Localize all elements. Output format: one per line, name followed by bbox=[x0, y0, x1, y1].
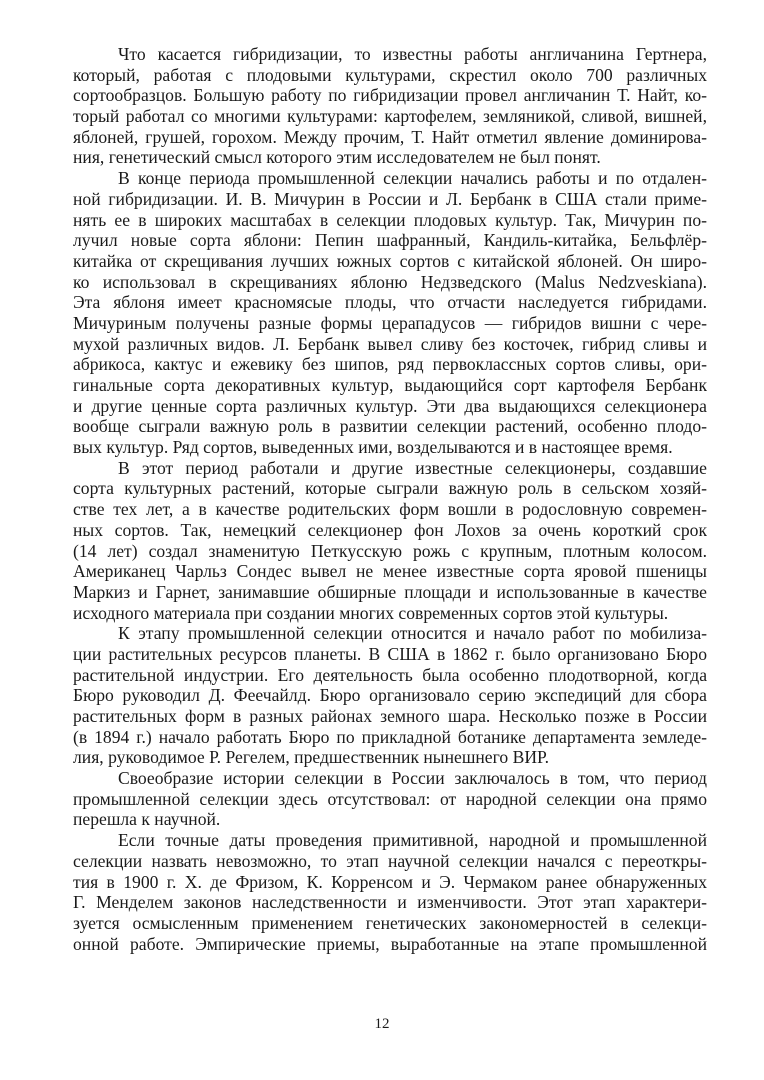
text-line: Мичуриным получены разные формы церападусов — гибридов вишни с чере- bbox=[73, 312, 707, 333]
text-line: абрикоса, кактус и ежевику без шипов, ряд первоклассных сортов сливы, ори- bbox=[73, 354, 707, 375]
text-line: К этапу промышленной селекции относится и начало работ по мобилиза- bbox=[118, 623, 707, 644]
text-line: промышленной селекции здесь отсутствовал: от народной селекции она прямо bbox=[73, 788, 707, 809]
text-line: В этот период работали и другие известные селекционеры, создавшие bbox=[118, 457, 707, 478]
paragraph bbox=[73, 623, 707, 768]
text-line: селекции назвать невозможно, то этап научной селекции начался с переоткры- bbox=[73, 850, 707, 871]
text-line: стве тех лет, а в качестве родительских форм вошли в родословную современ- bbox=[73, 499, 707, 520]
text-line: Г. Менделем законов наследственности и изменчивости. Этот этап характери- bbox=[73, 892, 707, 913]
text-line: ных сортов. Так, немецкий селекционер фон Лохов за очень короткий срок bbox=[73, 519, 707, 540]
text-line: (в 1894 г.) начало работать Бюро по прикладной ботанике департамента земледе- bbox=[73, 726, 707, 747]
text-line: Если точные даты проведения примитивной, народной и промышленной bbox=[118, 830, 707, 851]
text-line: и другие ценные сорта различных культур. Эти два выдающихся селекционера bbox=[73, 395, 707, 416]
text-line: Своеобразие истории селекции в России заключалось в том, что период bbox=[118, 768, 707, 789]
paragraph bbox=[73, 168, 707, 458]
paragraph bbox=[73, 830, 707, 954]
paragraph bbox=[73, 458, 707, 624]
text-line: ции растительных ресурсов планеты. В США в 1862 г. было организовано Бюро bbox=[73, 643, 707, 664]
page-body bbox=[73, 44, 707, 954]
text-line: яблоней, грушей, горохом. Между прочим, Т. Найт отметил явление доминирова- bbox=[73, 126, 707, 147]
text-line: ной гибридизации. И. В. Мичурин в России и Л. Бербанк в США стали приме- bbox=[73, 188, 707, 209]
text-line: Бюро руководил Д. Феечайлд. Бюро организовало серию экспедиций для сбора bbox=[73, 685, 707, 706]
text-line: торый работал со многими культурами: картофелем, земляникой, сливой, вишней, bbox=[73, 106, 707, 127]
text-line: вых культур. Ряд сортов, выведенных ими, возделываются и в настоящее время. bbox=[73, 437, 673, 458]
text-line: В конце периода промышленной селекции начались работы и по отдален- bbox=[118, 168, 707, 189]
text-line: гинальные сорта декоративных культур, выдающийся сорт картофеля Бербанк bbox=[73, 375, 707, 395]
text-line: перешла к научной. bbox=[73, 809, 221, 830]
paragraph bbox=[73, 768, 707, 830]
text-line: сорта культурных растений, которые сыграли важную роль в сельском хозяй- bbox=[73, 478, 707, 499]
paragraph bbox=[73, 44, 707, 168]
text-line: (14 лет) создал знаменитую Петкусскую рожь с крупным, плотным колосом. bbox=[73, 540, 707, 561]
text-line: вообще сыграли важную роль в развитии селекции растений, особенно плодо- bbox=[73, 416, 707, 437]
text-line: Что касается гибридизации, то известны работы англичанина Гертнера, bbox=[118, 44, 707, 64]
text-line: нять ее в широких масштабах в селекции плодовых культур. Так, Мичурин по- bbox=[73, 209, 707, 230]
text-line: зуется осмысленным применением генетических закономерностей в селекци- bbox=[73, 912, 707, 933]
text-line: Эта яблоня имеет красномясые плоды, что отчасти наследуется гибридами. bbox=[73, 292, 707, 313]
text-line: китайка от скрещивания лучших южных сортов с китайской яблоней. Он широ- bbox=[73, 250, 707, 271]
text-line: растительных форм в разных районах земного шара. Несколько позже в России bbox=[73, 706, 707, 726]
text-line: сортообразцов. Большую работу по гибридизации провел англичанин Т. Найт, ко- bbox=[73, 85, 707, 106]
text-line: исходного материала при создании многих современных сортов этой культуры. bbox=[73, 602, 669, 623]
text-line: мухой различных видов. Л. Бербанк вывел сливу без косточек, гибрид сливы и bbox=[73, 333, 707, 354]
text-line: лия, руководимое Р. Регелем, предшественник нынешнего ВИР. bbox=[73, 747, 550, 768]
text-line: который, работая с плодовыми культурами, скрестил около 700 различных bbox=[73, 64, 707, 85]
page-number: 12 bbox=[374, 1016, 390, 1032]
text-line: ко использовал в скрещиваниях яблоню Недзведского (Malus Nedzveskiana). bbox=[73, 271, 707, 292]
text-line: тия в 1900 г. Х. де Фризом, К. Корренсом и Э. Чермаком ранее обнаруженных bbox=[73, 871, 707, 892]
text-line: растительной индустрии. Его деятельность была особенно плодотворной, когда bbox=[73, 664, 707, 685]
text-line: Маркиз и Гарнет, занимавшие обширные площади и использованные в качестве bbox=[73, 581, 707, 602]
text-line: лучил новые сорта яблони: Пепин шафранный, Кандиль-китайка, Бельфлёр- bbox=[73, 230, 707, 251]
text-line: онной работе. Эмпирические приемы, выработанные на этапе промышленной bbox=[73, 933, 707, 954]
text-line: ния, генетический смысл которого этим исследователем не был понят. bbox=[73, 147, 601, 168]
text-line: Американец Чарльз Сондес вывел не менее известные сорта яровой пшеницы bbox=[73, 561, 707, 582]
